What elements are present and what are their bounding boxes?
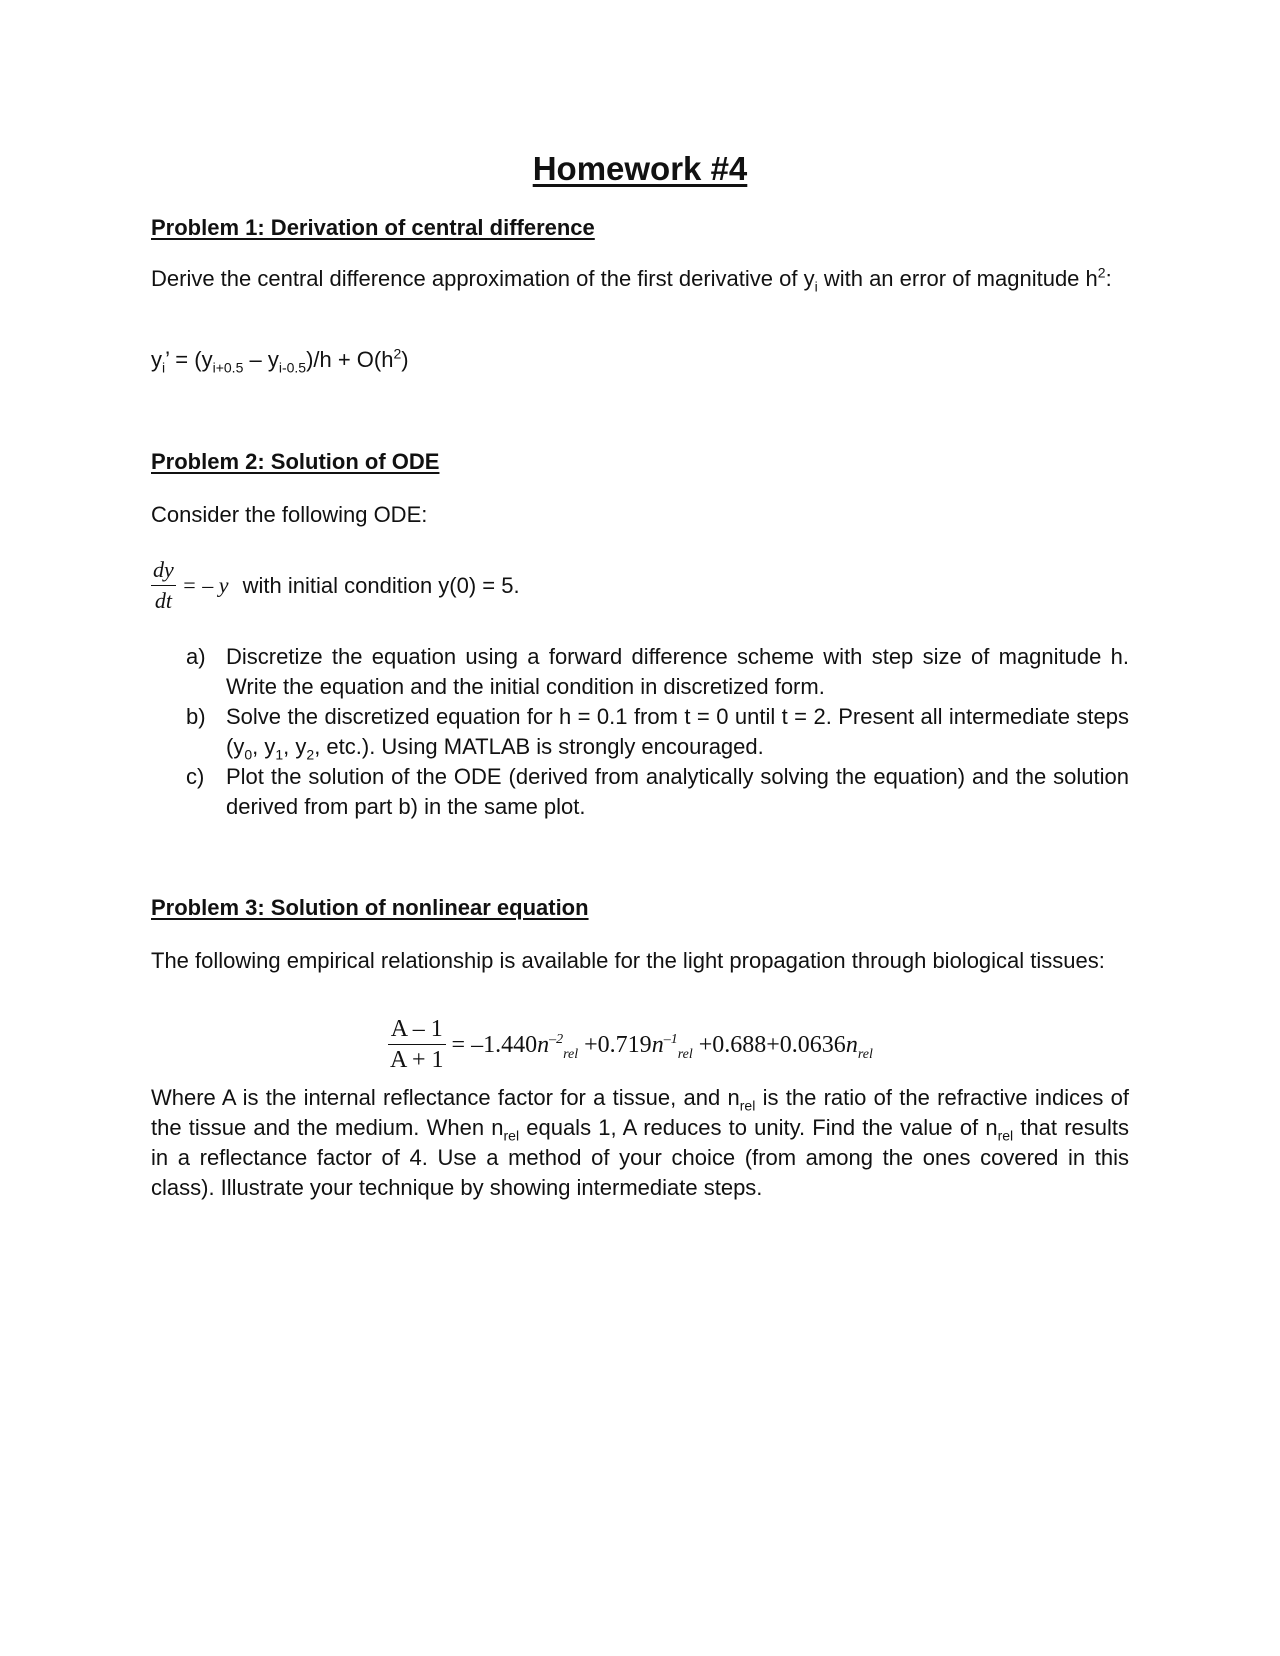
problem-3-text-part: Where A is the internal reflectance factor for a tissue, and n [151,1085,740,1110]
page-title-text: Homework #4 [532,150,748,187]
ode-fraction [151,555,176,616]
list-marker: b) [186,704,206,729]
problem-3-text-sub: rel [739,1097,756,1114]
eq-sup: –1 [663,1031,678,1047]
list-marker: c) [186,764,205,789]
reflectance-rhs [452,1030,873,1060]
problem-3-intro: The following empirical relationship is available for the light propagation through biological tissues: [151,948,1105,973]
problem-2-equation [151,555,520,616]
problem-1-text-sup: 2 [1097,264,1106,281]
eq-sub: i-0.5 [278,359,307,376]
eq-sub: i [162,359,166,376]
problem-3-equation [388,1014,873,1075]
problem-1-text-part: with an error of magnitude h [817,266,1098,291]
list-item [186,642,1129,702]
list-item-sub: 2 [306,746,315,763]
problem-2-intro: Consider the following ODE: [151,502,428,527]
reflectance-fraction [388,1014,446,1075]
list-item-text: Solve the discretized equation for h = 0.1 from t = 0 until t = 2. Present all intermediate steps (y [226,704,1129,759]
eq-part: +0.688+0.0636 [692,1031,846,1058]
problem-1-equation [151,345,409,375]
problem-1-text-sub: i [814,278,818,295]
problem-1-text-part: : [1105,266,1112,291]
list-item-text: , etc.). Using MATLAB is strongly encouraged. [314,734,764,759]
ode-numerator: dy [151,555,176,586]
eq-sub: rel [857,1046,873,1062]
eq-sup: –2 [549,1031,564,1047]
list-item-sub: 1 [275,746,284,763]
problem-3-text-part: is the ratio of the refractive indices of the tissue and the medium. When n [151,1085,1129,1140]
reflectance-numerator: A – 1 [388,1014,446,1045]
problem-3-text-part: that results in a reflectance factor of 4. Use a method of your choice (from among the ones covered in this class). Illustrate your technique by showing intermediate steps. [151,1115,1130,1200]
problem-1-heading: Problem 1: Derivation of central difference [151,215,595,240]
eq-var: n [651,1031,664,1058]
eq-sub: rel [677,1046,693,1062]
eq-part: – y [243,347,279,372]
problem-3-text [151,1083,1129,1203]
problem-2-heading: Problem 2: Solution of ODE [151,449,440,474]
ode-condition: with initial condition y(0) = 5. [242,572,520,598]
eq-sub: i+0.5 [212,359,244,376]
problem-1-text-part: Derive the central difference approximation of the first derivative of y [151,266,815,291]
list-item-text: , y [252,734,276,759]
eq-part: = –1.440 [451,1031,538,1058]
problem-3-text-sub: rel [503,1127,520,1144]
problem-3-heading: Problem 3: Solution of nonlinear equation [151,895,589,920]
eq-sub: rel [563,1046,579,1062]
list-item-sub: 0 [244,746,253,763]
eq-part: +0.719 [578,1031,652,1058]
ode-denominator: dt [154,588,172,613]
eq-var: n [537,1031,550,1058]
ode-rhs: = – y [181,572,229,598]
eq-var: n [845,1031,858,1058]
problem-1-text [151,264,1129,294]
eq-part: ’ = (y [165,347,213,372]
list-item [186,702,1129,762]
list-marker: a) [186,644,206,669]
page-title [0,148,1280,190]
list-item-text: Discretize the equation using a forward difference scheme with step size of magnitude h. Write the equation and the initial condition in discretized form. [226,644,1129,699]
problem-2-list [186,642,1129,822]
eq-part: y [151,347,162,372]
list-item-text: Plot the solution of the ODE (derived from analytically solving the equation) and the solution derived from part b) in the same plot. [226,764,1129,819]
eq-part: ) [401,347,409,372]
list-item [186,762,1129,822]
eq-part: )/h + O(h [306,347,394,372]
eq-sup: 2 [393,345,402,362]
problem-3-text-sub: rel [997,1127,1014,1144]
reflectance-denominator: A + 1 [390,1047,444,1073]
problem-3-text-part: equals 1, A reduces to unity. Find the value of n [519,1115,998,1140]
list-item-text: , y [283,734,307,759]
